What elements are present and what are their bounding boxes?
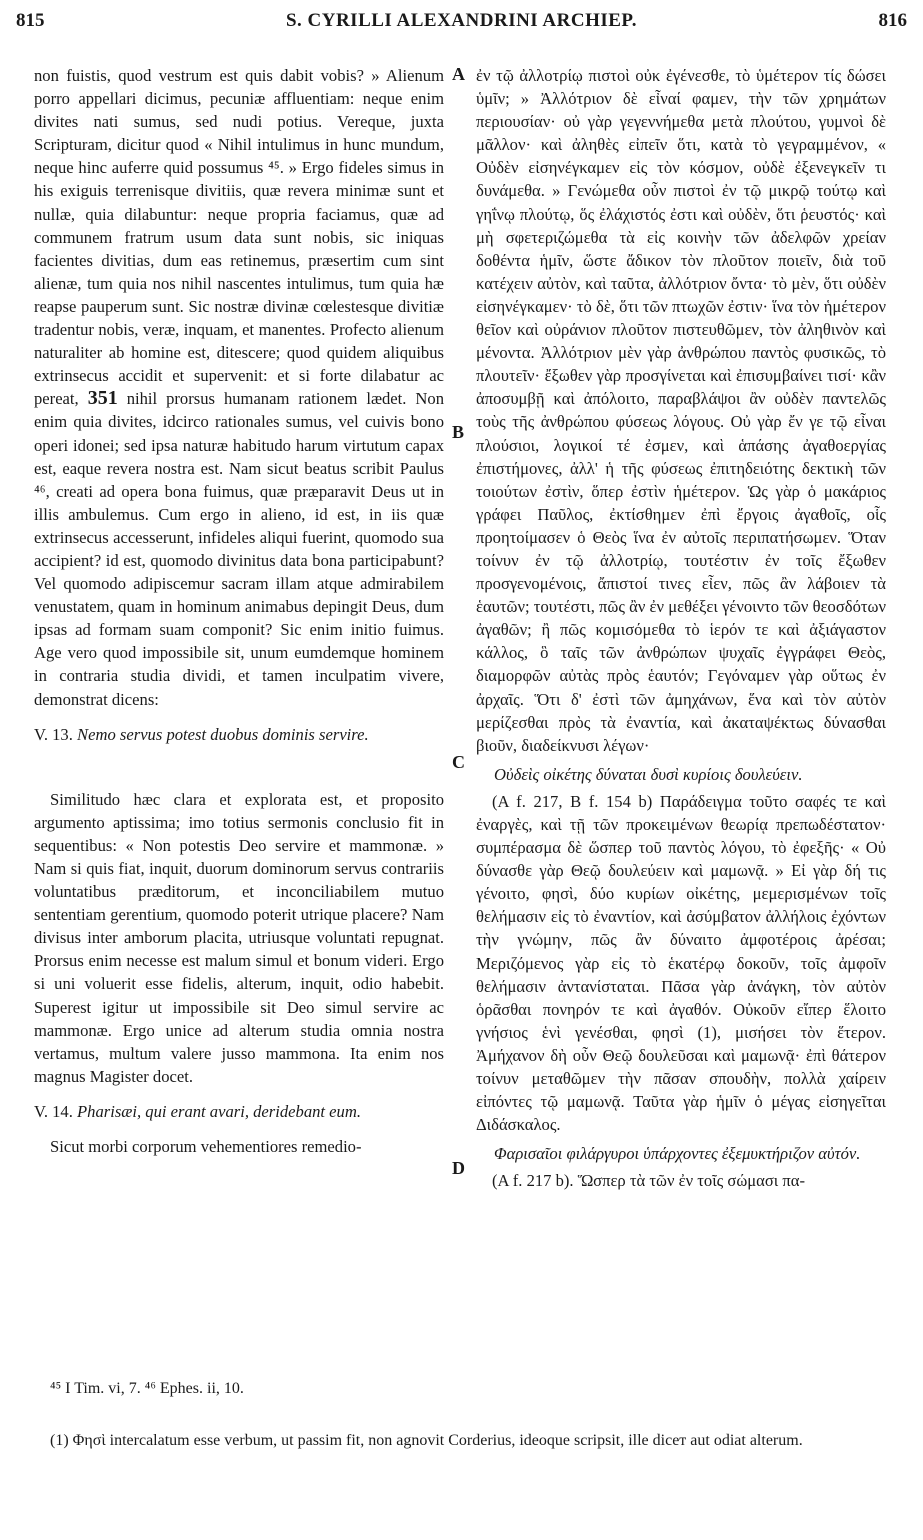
scripture-references: ⁴⁵ I Tim. vi, 7. ⁴⁶ Ephes. ii, 10. (50, 1380, 244, 1397)
footnote: (1) Φησὶ intercalatum esse verbum, ut passim fit, non agnovit Corderius, ideoque scripsit, ille diceт aut odiat alterum. (50, 1432, 803, 1449)
latin-paragraph-1: non fuistis, quod vestrum est quis dabit vobis? » Alienum porro appellari dicimus, pecuniæ affluentiam: neque enim divites nati sumus, sed nudi potius. Vereque, juxta Scripturam, dicitur quod « Nihil intulimus in hunc mundum, neque hinc auferre quid possumus ⁴⁵. » Ergo fideles simus in his exiguis terrenisque divitiis, quæ revera minimæ sunt et nullæ, quia dilabuntur: neque propria faciamus, quæ ad communem fratrum usum data sunt nobis, sic iniquas facientes divitias, dum eas retinemus, præsertim cum sint alienæ, tum quia nos nihil nascentes intulimus, tum quia hæ reapse pauperum sunt. Sic nostræ divinæ cœlestesque divitiæ tradentur nobis, veræ, inquam, et manentes. Profecto alienum naturaliter ab homine est, ditescere; quod quidem aliquibus extrinsecus accidit et supervenit: et si forte dilabatur ac pereat, 351 nihil prorsus humanam rationem lædet. Non enim quia divites, idcirco rationales sumus, vel cuivis bono operi idonei; sed ipsa naturæ habitudo harum virtutum capax est, eaque revera nostra est. Nam sicut beatus scribit Paulus ⁴⁶, creati ad opera bona fuimus, quæ præparavit Deus ut in illis ambulemus. Cum ergo in alieno, id est, in iis quæ extrinsecus accesserunt, infideles aliqui fuerint, quomodo sua accipient? id est, quomodo divinitus data bona participabunt? Vel quomodo adipiscemur sacram illam atque admirabilem venustatem, quam in hominum animabus depingit Deus, dum ipsas ad formam suam componit? Sic enim initio fuimus. Age vero quod impossibile sit, unum eumdemque hominem in contraria studia dividi, et tamen inculpatim vivere, demonstrat dicens: (34, 66, 444, 709)
latin-column (34, 64, 444, 1158)
running-header (16, 10, 907, 38)
latin-verse-13-heading: V. 13. Nemo servus potest duobus dominis servire. (34, 724, 369, 744)
greek-paragraph-1: ἐν τῷ ἀλλοτρίῳ πιστοὶ οὐκ ἐγένεσθε, τὸ ὑμέτερον τίς δώσει ὑμῖν; » Ἀλλότριον δὲ εἶναί φαμεν, τὴν τῶν χρημάτων περιουσίαν· οὐ γὰρ γεγεννήμεθα μετὰ πλούτου, γυμνοὶ δὲ μᾶλλον· καὶ ἀληθὲς εἰπεῖν ὅτι, κατὰ τὸ γεγραμμένον, « Οὐδὲν εἰσηνέγκαμεν εἰς τὸν κόσμον, οὐδὲ ἐξενεγκεῖν τι δυνάμεθα. » Γενώμεθα οὖν πιστοὶ ἐν τῷ μικρῷ τούτῳ καὶ γηΐνῳ πλούτῳ, ὅς ἐλάχιστός ἐστι καὶ οὐδὲν, ὅτι ῥευστός· καὶ μὴ σφετεριζώμεθα τὰ εἰς κοινὴν τῶν ἀδελφῶν χρείαν δοθέντα ἡμῖν, ὥστε ἄδικον τὸν πλοῦτον ποιεῖν, διὰ τοῦ κατέχειν αὐτὸν, καὶ ταῦτα, ἀλλότριον ὄντα· τὸ μὲν, ὅτι οὐδὲν εἰσηνέγκαμεν· τὸ δὲ, ὅτι τῶν πτωχῶν ἐστιν· ἵνα τὸν ἡμέτερον θεῖον καὶ οὐράνιον πλοῦτον πιστευθῶμεν, τὸν ἀληθινὸν καὶ μένοντα. Ἀλλότριον μὲν γὰρ ἀνθρώπου παντὸς φυσικῶς, τὸ πλουτεῖν· ἔξωθεν γὰρ προσγίνεται καὶ ἐπισυμβαίνει τισί· κἂν ἀποσυμβῇ καὶ ἀπόλοιτο, παραβλάψοι ἂν οὐδὲν παντελῶς τοὺς τῆς ἀνθρώπου φύσεως λόγους. Οὐ γὰρ ἔν γε τῷ εἶναι πλούσιοι, λογικοί τέ ἐσμεν, καὶ ἁπάσης ἀγαθοεργίας ἐπιστήμονες, ἀλλ' ἡ τῆς φύσεως ἐπιτηδειότης δεκτικὴ τῶν τοιούτων ἐστὶν, ὅπερ ἐστὶν ἡμέτερον. Ὡς γὰρ ὁ μακάριος γράφει Παῦλος, ἐκτίσθημεν ἐπὶ ἔργοις ἀγαθοῖς, οἷς προητοίμασεν ὁ Θεὸς ἵνα ἐν αὐτοῖς περιπατήσωμεν. Ὅταν τοίνυν ἐν τῷ ἀλλοτρίῳ, τουτέστιν ἐν τοῖς ἔξωθεν προσγενομένοις, ἄπιστοί τινες εἶεν, πῶς ἂν λάβοιεν τὰ ἑαυτῶν; τουτέστι, πῶς ἂν ἐν μεθέξει γένοιντο τῶν θεοσδότων ἀγαθῶν; ἢ πῶς κομισόμεθα τὸ ἱερόν τε καὶ ἀξιάγαστον κάλλος, ὃ ταῖς τῶν ἀνθρώπων ψυχαῖς ἐγγράφει Θεὸς, διαμορφῶν αὐτὰς πρὸς ἑαυτόν; Γεγόναμεν γὰρ οὕτως ἐν ἀρχαῖς. Ὅτι δ' ἐστὶ τῶν ἀμηχάνων, ἕνα καὶ τὸν αὐτὸν μερίζεσθαι πρὸς τὰ ἐναντία, καὶ ἀκαταψέκτως δύνασθαι βιοῦν, διαδείκνυσι λέγων· (476, 66, 886, 755)
greek-paragraph-2: (A f. 217, B f. 154 b) Παράδειγμα τοῦτο σαφές τε καὶ ἐναργὲς, καὶ τῇ τῶν προκειμένων θεωρίᾳ πρεπωδέστατον· συμπέρασμα δὲ ὥσπερ τοῦ παντὸς λόγου, τὸ ἐφεξῆς· « Οὐ δύνασθε γὰρ Θεῷ δουλεύειν καὶ μαμωνᾷ. » Εἰ γὰρ δή τις γένοιτο, φησὶ, δύο κυρίων οἰκέτης, μεμερισμένων τοῖς θελήμασιν εἰς τὸ ἐναντίον, καὶ ἀσύμβατον ἀλλήλοις ἐχόντων τὴν γνώμην, πῶς ἂν δύναιτο ἀμφοτέροις ἀρέσαι; Μεριζόμενος γὰρ εἰς τὸ ἑκατέρῳ δοκοῦν, τοῖς ἀμφοῖν θελήμασιν ἀντανίσταται. Πᾶσα γὰρ ἀνάγκη, τὸν αὐτὸν ὁρᾶσθαι πονηρόν τε καὶ ἀγαθόν. Οὐκοῦν εἴπερ ἕλοιτο γνήσιος ἑνὶ γενέσθαι, φησὶ (1), μισήσει τὸν ἕτερον. Ἀμήχανον δὴ οὖν Θεῷ δουλεῦσαι καὶ μαμωνᾷ· ἐπὶ θάτερον τοίνυν μεταθῶμεν τὴν πᾶσαν σπουδὴν, πολλὰ χαίρειν εἰπόντες τῷ μαμωνᾷ. Ταῦτα γὰρ ἡμῖν ὁ μέγας εἰσηγεῖται Διδάσκαλος. (476, 791, 886, 1135)
latin-verse-14-heading: V. 14. Pharisæi, qui erant avari, deridebant eum. (34, 1101, 361, 1121)
latin-paragraph-2: Similitudo hæc clara et explorata est, et proposito argumento aptissima; imo totius sermonis conclusio fit in sequentibus: « Non potestis Deo servire et mammonæ. » Nam si quis fiat, inquit, duorum dominorum servus contrariis voluntatibus præditorum, et inconciliabilem mutuo sententiam gerentium, quomodo poterit utrique placere? Nam divisus inter amborum placita, utriusque voluntati repugnat. Prorsus enim necesse est malum simul et bonum videri. Ergo si uni voluerit esse fidelis, alterum, inquit, odio habebit. Superest igitur ut impossibile sit Deo simul servire ac mammonæ. Ergo unice ad alterum studia omnia nostra vertamus, multum valere jusso mammona. Ita enim nos magnus Magister docet. (34, 789, 444, 1086)
margin-marker-b: B (452, 422, 465, 442)
latin-paragraph-3: Sicut morbi corporum vehementiores remedio- (50, 1137, 362, 1157)
margin-marker-a: A (452, 64, 465, 84)
page-number-right: 816 (878, 10, 907, 31)
bold-page-number: 351 (87, 387, 118, 410)
page-number-left: 815 (16, 10, 45, 31)
greek-verse-13-heading: Οὐδεὶς οἰκέτης δύναται δυσὶ κυρίοις δουλεύειν. (494, 764, 803, 784)
greek-verse-14-heading: Φαρισαῖοι φιλάργυροι ὑπάρχοντες ἐξεμυκτήριζον αὐτόν. (494, 1144, 861, 1164)
greek-paragraph-3: (A f. 217 b). Ὥσπερ τὰ τῶν ἐν τοῖς σώμασι πα- (492, 1171, 805, 1191)
greek-column (476, 64, 886, 1193)
running-title: S. CYRILLI ALEXANDRINI ARCHIEP. (285, 10, 638, 31)
margin-marker-d: D (452, 1158, 465, 1178)
margin-marker-c: C (452, 752, 465, 772)
